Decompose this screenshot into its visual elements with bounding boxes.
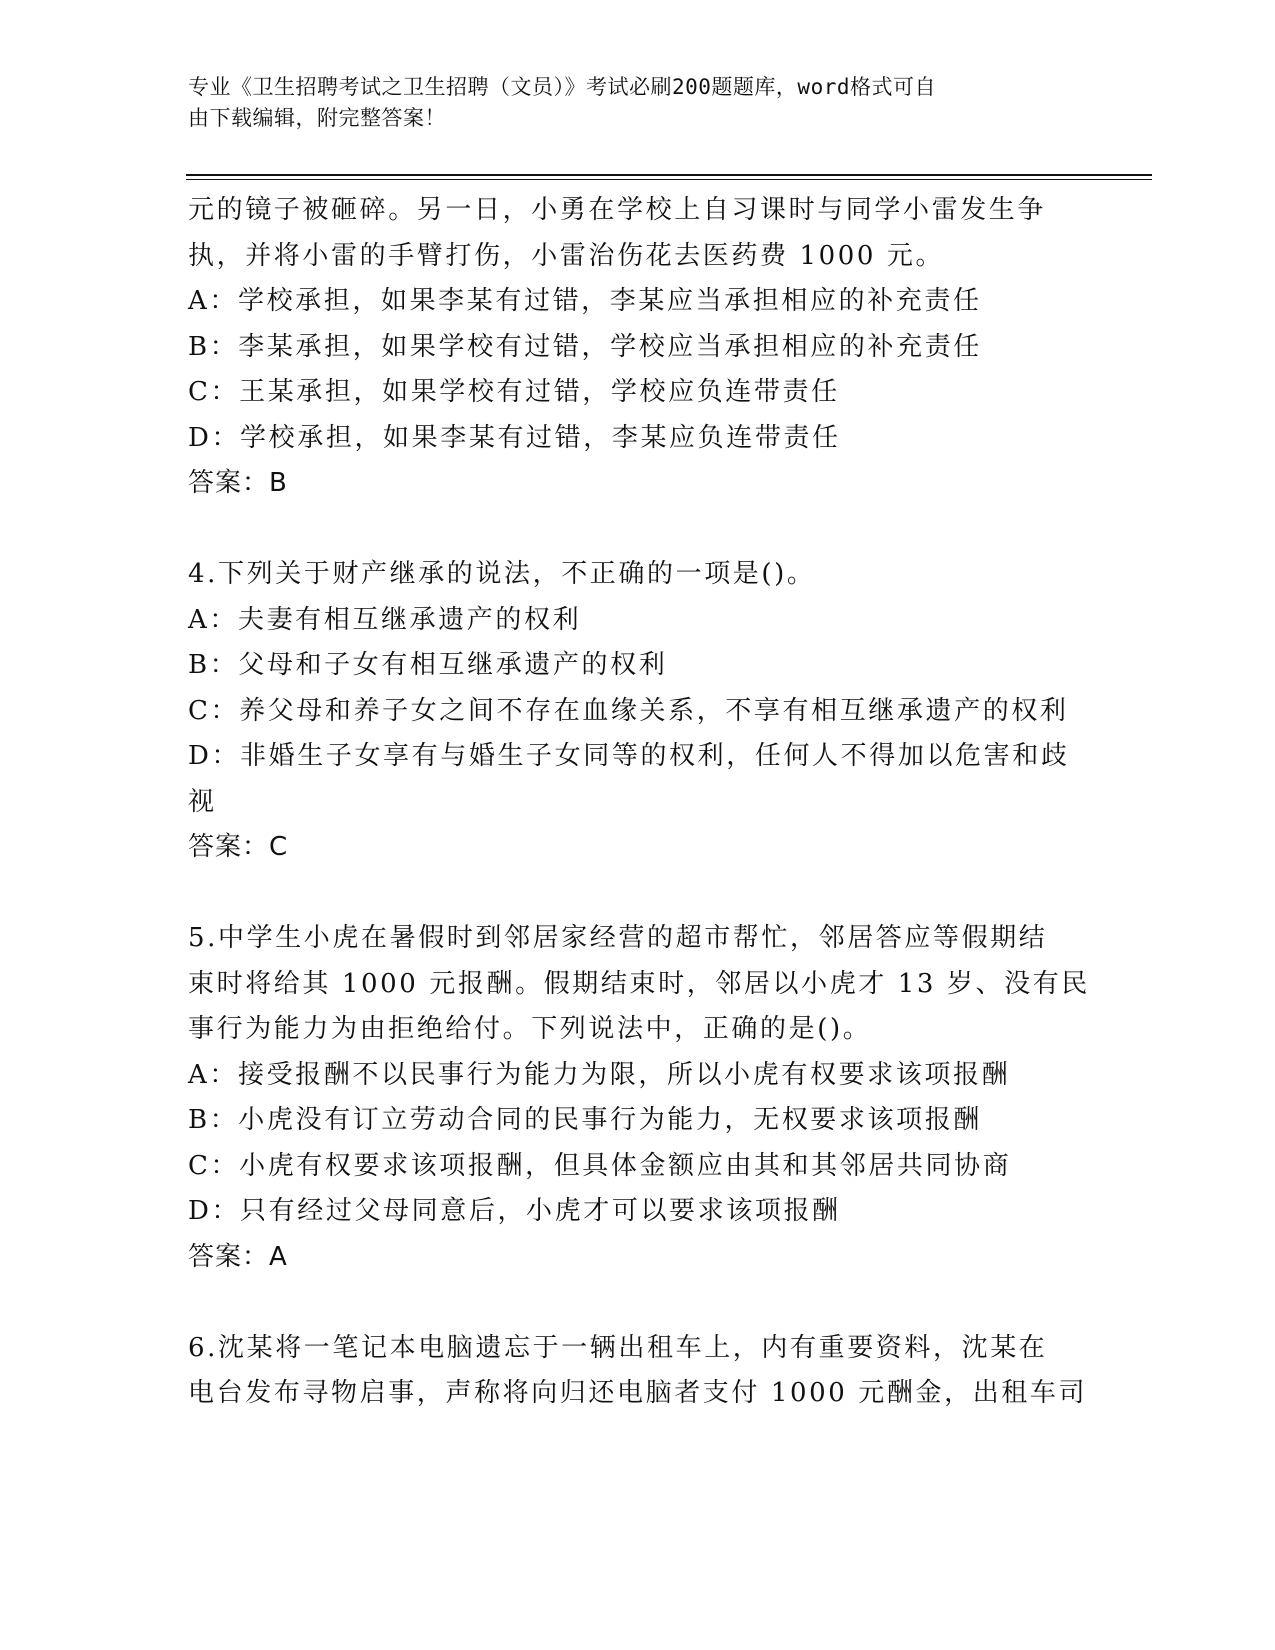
page-header: [188, 72, 1068, 134]
question-stem-line: 6.沈某将一笔记本电脑遗忘于一辆出租车上，内有重要资料，沈某在: [188, 1332, 1048, 1363]
option-d: D：非婚生子女享有与婚生子女同等的权利，任何人不得加以危害和歧: [188, 741, 1070, 771]
option-a: A：夫妻有相互继承遗产的权利: [188, 604, 582, 635]
question-6: [188, 1326, 1088, 1417]
option-b: B：小虎没有订立劳动合同的民事行为能力，无权要求该项报酬: [188, 1105, 982, 1135]
answer: 答案：A: [188, 1241, 288, 1272]
question-3: [188, 188, 1078, 507]
question-stem-line: 事行为能力为由拒绝给付。下列说法中，正确的是()。: [188, 1014, 872, 1044]
question-stem-line: 执，并将小雷的手臂打伤，小雷治伤花去医药费 1000 元。: [188, 240, 945, 271]
answer: 答案：C: [188, 832, 289, 862]
question-5: [188, 916, 1090, 1280]
question-4: [188, 552, 1078, 871]
question-stem-line: 束时将给其 1000 元报酬。假期结束时，邻居以小虎才 13 岁、没有民: [188, 968, 1090, 999]
spacer: [188, 507, 1078, 553]
header-line-2: 由下载编辑，附完整答案！: [188, 106, 446, 130]
document-body: [188, 188, 1090, 1417]
question-stem-line: 5.中学生小虎在暑假时到邻居家经营的超市帮忙，邻居答应等假期结: [188, 923, 1048, 953]
option-d: D：学校承担，如果李某有过错，李某应负连带责任: [188, 422, 841, 453]
header-rule-thin: [186, 179, 1152, 180]
option-b: B：父母和子女有相互继承遗产的权利: [188, 650, 668, 680]
option-c: C：小虎有权要求该项报酬，但具体金额应由其和其邻居共同协商: [188, 1150, 1012, 1181]
spacer: [188, 871, 1078, 917]
header-rule-thick: [186, 174, 1152, 176]
question-stem-line: 元的镜子被砸碎。另一日，小勇在学校上自习课时与同学小雷发生争: [188, 195, 1047, 225]
header-line-1: 专业《卫生招聘考试之卫生招聘（文员）》考试必刷200题题库，word格式可自: [188, 75, 936, 99]
option-a: A：接受报酬不以民事行为能力为限，所以小虎有权要求该项报酬: [188, 1059, 1011, 1090]
option-d: D：只有经过父母同意后，小虎才可以要求该项报酬: [188, 1196, 841, 1226]
answer: 答案：B: [188, 468, 288, 498]
option-d-continued: 视: [188, 786, 217, 817]
option-c: C：养父母和养子女之间不存在血缘关系，不享有相互继承遗产的权利: [188, 695, 1069, 726]
question-stem-line: 4.下列关于财产继承的说法，不正确的一项是()。: [188, 559, 816, 589]
option-a: A：学校承担，如果李某有过错，李某应当承担相应的补充责任: [188, 286, 982, 316]
spacer: [188, 1280, 1078, 1326]
question-stem-line: 电台发布寻物启事，声称将向归还电脑者支付 1000 元酬金，出租车司: [188, 1378, 1088, 1408]
option-b: B：李某承担，如果学校有过错，学校应当承担相应的补充责任: [188, 331, 982, 362]
option-c: C：王某承担，如果学校有过错，学校应负连带责任: [188, 377, 840, 407]
